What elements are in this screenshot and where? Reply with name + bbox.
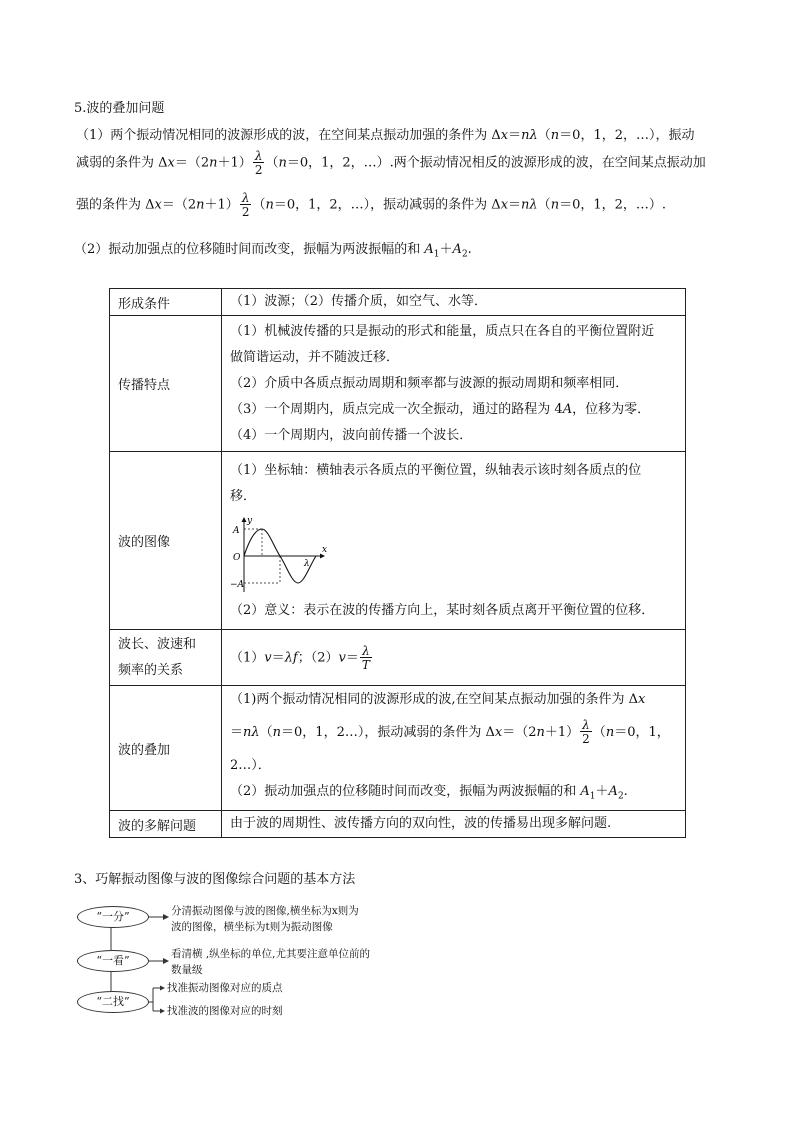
- row-label-formation: 形成条件: [110, 289, 222, 316]
- row-label-multi-solution: 波的多解问题: [110, 811, 222, 838]
- para1-line1: （1）两个振动情况相同的波源形成的波，在空间某点振动加强的条件为 Δx＝nλ（n＝0，1，2，…），振动: [76, 128, 695, 143]
- lambda-over-T-fraction: $\frac{\lambda}{T}$: [361, 643, 370, 672]
- label-O: O: [233, 552, 241, 563]
- label-x: x: [322, 544, 328, 555]
- section-5-title: 5.波的叠加问题: [74, 101, 165, 116]
- para1-line3: 强的条件为 Δx＝（2n＋1） $\frac{\lambda}{2}$ （n＝0，1，2，…），振动减弱的条件为 Δx＝nλ（n＝0，1，2，…）.: [76, 191, 667, 219]
- para2: （2）振动加强点的位移随时间而改变，振幅为两波振幅的和 $A_1+A_2$.: [74, 242, 472, 260]
- row-content-superposition: （1)两个振动情况相同的波源形成的波,在空间某点振动加强的条件为 Δx ＝nλ（n＝0，1，2…），振动减弱的条件为 Δx＝（2n＋1） $\frac{\lambda}{2}$ （n＝0，1， 2…）． （2）振动加强点的位移随时间而改变，振幅为两波振幅的和 $A_1+A_2$.: [222, 686, 686, 811]
- row-label-propagation: 传播特点: [110, 316, 222, 452]
- node-erzhao: “二找”: [77, 991, 149, 1013]
- row-content-propagation: （1）机械波传播的只是振动的形式和能量，质点只在各自的平衡位置附近 做简谐运动，并不随波迁移． （2）介质中各质点振动周期和频率都与波源的振动周期和频率相同． （3）一个周期内，质点完成一次全振动，通过的路程为 4A，位移为零． （4）一个周期内，波向前传播一个波长．: [222, 316, 686, 452]
- node-yikan: “一看”: [77, 950, 149, 972]
- row-content-formation: （1）波源；（2）传播介质，如空气、水等．: [222, 289, 686, 316]
- label-A: A: [233, 525, 240, 536]
- lambda-over-2-fraction: $\frac{\lambda}{2}$: [582, 718, 590, 747]
- row-content-multi-solution: 由于波的周期性、波传播方向的双向性，波的传播易出现多解问题.: [222, 811, 686, 838]
- step2-text: 看清横 ,纵坐标的单位,尤其要注意单位前的 数量级: [171, 948, 371, 976]
- step1-text: 分清振动图像与波的图像,横坐标为x则为 波的图像，横坐标为t则为振动图像: [171, 905, 359, 933]
- lambda-over-2-fraction: $\frac{\lambda}{2}$: [254, 149, 263, 177]
- row-label-relation: 波长、波速和 频率的关系: [110, 630, 222, 686]
- row-content-wave-graph: （1）坐标轴：横轴表示各质点的平衡位置，纵轴表示该时刻各质点的位 移． A O −A y x λ （2）意义：表示在波的传播方向上，某时刻各质点离开平衡位置的位移．: [222, 452, 686, 630]
- label-lambda: λ: [304, 558, 310, 569]
- row-content-relation: （1）v＝λf；（2）v＝ $\frac{\lambda}{T}$: [222, 630, 686, 686]
- label-y: y: [247, 515, 253, 526]
- row-label-wave-graph: 波的图像: [110, 452, 222, 630]
- node-yifen: “一分”: [77, 906, 149, 928]
- section-3-title: 3、巧解振动图像与波的图像综合问题的基本方法: [74, 872, 356, 887]
- step3b-text: 找准波的图像对应的时刻: [167, 1005, 283, 1017]
- label-negA: −A: [230, 579, 245, 590]
- para1-line2: 减弱的条件为 Δx＝（2n＋1） $\frac{\lambda}{2}$ （n＝0，1，2，…）.两个振动情况相反的波源形成的波，在空间某点振动加: [76, 149, 706, 177]
- lambda-over-2-fraction: $\frac{\lambda}{2}$: [241, 191, 250, 219]
- row-label-superposition: 波的叠加: [110, 686, 222, 811]
- step3a-text: 找准振动图像对应的质点: [167, 982, 283, 994]
